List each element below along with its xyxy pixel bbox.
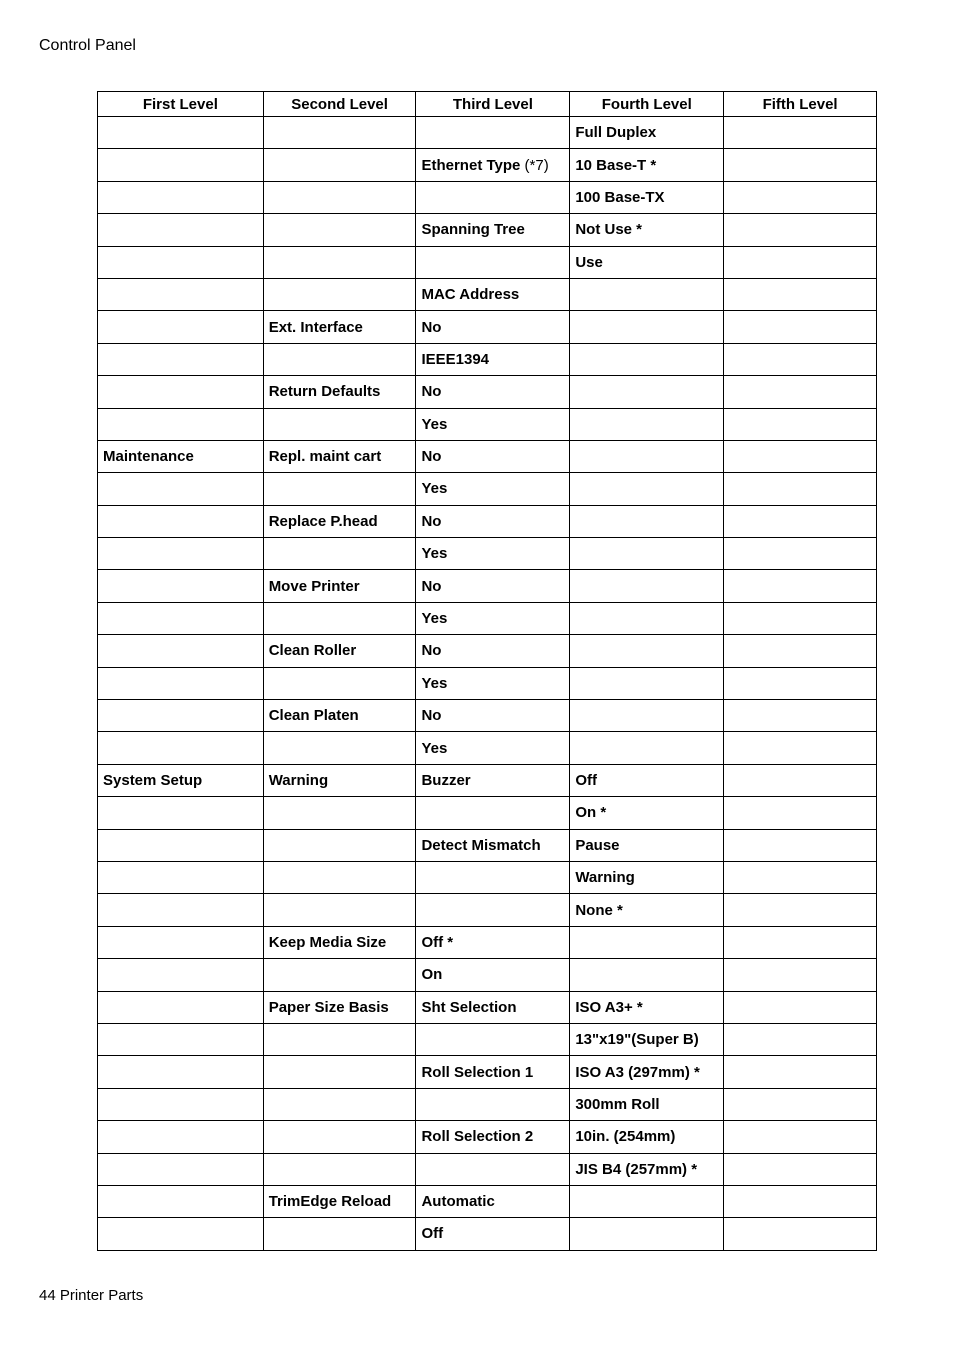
table-row bbox=[98, 570, 877, 602]
second-level-cell bbox=[263, 1056, 416, 1088]
first-level-cell bbox=[98, 797, 264, 829]
fourth-level-cell bbox=[570, 732, 724, 764]
table-row bbox=[98, 408, 877, 440]
first-level-cell bbox=[98, 732, 264, 764]
fourth-level-cell bbox=[570, 311, 724, 343]
first-level-cell: System Setup bbox=[98, 764, 264, 796]
fourth-level-cell bbox=[570, 473, 724, 505]
second-level-cell bbox=[263, 278, 416, 310]
fifth-level-cell bbox=[724, 181, 877, 213]
second-level-cell bbox=[263, 829, 416, 861]
third-level-cell: Yes bbox=[416, 408, 570, 440]
column-header: Third Level bbox=[416, 92, 570, 117]
third-level-cell: No bbox=[416, 376, 570, 408]
third-level-cell bbox=[416, 246, 570, 278]
first-level-cell bbox=[98, 602, 264, 634]
fourth-level-cell bbox=[570, 959, 724, 991]
fourth-level-cell bbox=[570, 505, 724, 537]
third-level-cell: Sht Selection bbox=[416, 991, 570, 1023]
third-level-cell: No bbox=[416, 311, 570, 343]
third-level-cell: Off * bbox=[416, 926, 570, 958]
second-level-cell: Ext. Interface bbox=[263, 311, 416, 343]
table-row bbox=[98, 797, 877, 829]
table-header-row bbox=[98, 92, 877, 117]
second-level-cell bbox=[263, 861, 416, 893]
fourth-level-cell bbox=[570, 278, 724, 310]
table-row bbox=[98, 1023, 877, 1055]
fifth-level-cell bbox=[724, 602, 877, 634]
third-level-cell: Detect Mismatch bbox=[416, 829, 570, 861]
table-row bbox=[98, 149, 877, 181]
table-row bbox=[98, 278, 877, 310]
fifth-level-cell bbox=[724, 764, 877, 796]
column-header: First Level bbox=[98, 92, 264, 117]
fourth-level-cell: 300mm Roll bbox=[570, 1088, 724, 1120]
first-level-cell bbox=[98, 505, 264, 537]
third-level-cell: Yes bbox=[416, 602, 570, 634]
fifth-level-cell bbox=[724, 797, 877, 829]
table-row bbox=[98, 505, 877, 537]
first-level-cell bbox=[98, 1056, 264, 1088]
fifth-level-cell bbox=[724, 311, 877, 343]
fifth-level-cell bbox=[724, 635, 877, 667]
third-level-cell: Yes bbox=[416, 667, 570, 699]
fifth-level-cell bbox=[724, 343, 877, 375]
fifth-level-cell bbox=[724, 376, 877, 408]
fifth-level-cell bbox=[724, 1153, 877, 1185]
second-level-cell: Warning bbox=[263, 764, 416, 796]
table-row bbox=[98, 991, 877, 1023]
fourth-level-cell: Off bbox=[570, 764, 724, 796]
table-row bbox=[98, 861, 877, 893]
first-level-cell bbox=[98, 538, 264, 570]
first-level-cell bbox=[98, 1088, 264, 1120]
first-level-cell bbox=[98, 311, 264, 343]
second-level-cell: Move Printer bbox=[263, 570, 416, 602]
fourth-level-cell bbox=[570, 602, 724, 634]
first-level-cell bbox=[98, 246, 264, 278]
third-level-cell: Spanning Tree bbox=[416, 214, 570, 246]
fifth-level-cell bbox=[724, 991, 877, 1023]
fourth-level-cell: 10in. (254mm) bbox=[570, 1121, 724, 1153]
page-footer: 44 Printer Parts bbox=[39, 1287, 144, 1304]
table-row bbox=[98, 602, 877, 634]
third-level-cell: No bbox=[416, 700, 570, 732]
third-level-cell bbox=[416, 1023, 570, 1055]
fourth-level-cell: On * bbox=[570, 797, 724, 829]
table-row bbox=[98, 538, 877, 570]
first-level-cell bbox=[98, 1121, 264, 1153]
third-level-cell: Roll Selection 1 bbox=[416, 1056, 570, 1088]
fourth-level-cell bbox=[570, 440, 724, 472]
column-header: Fifth Level bbox=[724, 92, 877, 117]
fourth-level-cell bbox=[570, 570, 724, 602]
table-row bbox=[98, 1088, 877, 1120]
fifth-level-cell bbox=[724, 1056, 877, 1088]
table-row bbox=[98, 700, 877, 732]
first-level-cell bbox=[98, 570, 264, 602]
fifth-level-cell bbox=[724, 408, 877, 440]
table-row bbox=[98, 117, 877, 149]
table-row bbox=[98, 829, 877, 861]
fifth-level-cell bbox=[724, 926, 877, 958]
fourth-level-cell: ISO A3+ * bbox=[570, 991, 724, 1023]
column-header: Second Level bbox=[263, 92, 416, 117]
first-level-cell bbox=[98, 343, 264, 375]
first-level-cell bbox=[98, 1153, 264, 1185]
first-level-cell: Maintenance bbox=[98, 440, 264, 472]
table-row bbox=[98, 343, 877, 375]
first-level-cell bbox=[98, 894, 264, 926]
third-level-cell: Yes bbox=[416, 473, 570, 505]
fifth-level-cell bbox=[724, 1218, 877, 1250]
fourth-level-cell: Not Use * bbox=[570, 214, 724, 246]
page-header: Control Panel bbox=[39, 37, 136, 54]
fifth-level-cell bbox=[724, 246, 877, 278]
second-level-cell bbox=[263, 1218, 416, 1250]
fifth-level-cell bbox=[724, 894, 877, 926]
fourth-level-cell bbox=[570, 376, 724, 408]
third-level-cell bbox=[416, 181, 570, 213]
table-row bbox=[98, 1121, 877, 1153]
second-level-cell bbox=[263, 538, 416, 570]
third-level-cell: Automatic bbox=[416, 1185, 570, 1217]
first-level-cell bbox=[98, 667, 264, 699]
fourth-level-cell bbox=[570, 667, 724, 699]
table-row bbox=[98, 473, 877, 505]
fourth-level-cell: Pause bbox=[570, 829, 724, 861]
fourth-level-cell bbox=[570, 1185, 724, 1217]
fourth-level-cell bbox=[570, 635, 724, 667]
third-level-cell: Buzzer bbox=[416, 764, 570, 796]
third-level-cell: On bbox=[416, 959, 570, 991]
second-level-cell bbox=[263, 732, 416, 764]
fourth-level-cell: ISO A3 (297mm) * bbox=[570, 1056, 724, 1088]
first-level-cell bbox=[98, 278, 264, 310]
third-level-cell: No bbox=[416, 635, 570, 667]
table-row bbox=[98, 1185, 877, 1217]
first-level-cell bbox=[98, 991, 264, 1023]
third-level-cell bbox=[416, 117, 570, 149]
first-level-cell bbox=[98, 635, 264, 667]
fifth-level-cell bbox=[724, 117, 877, 149]
table-row bbox=[98, 1153, 877, 1185]
table-row bbox=[98, 1056, 877, 1088]
menu-tree-table bbox=[97, 91, 877, 1251]
first-level-cell bbox=[98, 1185, 264, 1217]
second-level-cell bbox=[263, 181, 416, 213]
fourth-level-cell bbox=[570, 538, 724, 570]
fifth-level-cell bbox=[724, 732, 877, 764]
fifth-level-cell bbox=[724, 829, 877, 861]
second-level-cell bbox=[263, 1088, 416, 1120]
second-level-cell: TrimEdge Reload bbox=[263, 1185, 416, 1217]
second-level-cell bbox=[263, 602, 416, 634]
third-level-cell: MAC Address bbox=[416, 278, 570, 310]
third-level-cell: Yes bbox=[416, 732, 570, 764]
fifth-level-cell bbox=[724, 473, 877, 505]
fifth-level-cell bbox=[724, 278, 877, 310]
fourth-level-cell: Warning bbox=[570, 861, 724, 893]
second-level-cell: Paper Size Basis bbox=[263, 991, 416, 1023]
third-level-cell: Off bbox=[416, 1218, 570, 1250]
first-level-cell bbox=[98, 700, 264, 732]
fourth-level-cell bbox=[570, 1218, 724, 1250]
third-level-cell: No bbox=[416, 440, 570, 472]
first-level-cell bbox=[98, 214, 264, 246]
fourth-level-cell: 10 Base-T * bbox=[570, 149, 724, 181]
second-level-cell bbox=[263, 246, 416, 278]
table-row bbox=[98, 440, 877, 472]
fourth-level-cell: JIS B4 (257mm) * bbox=[570, 1153, 724, 1185]
table-row bbox=[98, 764, 877, 796]
second-level-cell: Clean Platen bbox=[263, 700, 416, 732]
fifth-level-cell bbox=[724, 667, 877, 699]
fourth-level-cell: 13"x19"(Super B) bbox=[570, 1023, 724, 1055]
fifth-level-cell bbox=[724, 570, 877, 602]
first-level-cell bbox=[98, 959, 264, 991]
table-body bbox=[98, 117, 877, 1251]
fifth-level-cell bbox=[724, 440, 877, 472]
fourth-level-cell bbox=[570, 700, 724, 732]
fifth-level-cell bbox=[724, 1185, 877, 1217]
second-level-cell: Clean Roller bbox=[263, 635, 416, 667]
third-level-cell: No bbox=[416, 570, 570, 602]
second-level-cell bbox=[263, 894, 416, 926]
fifth-level-cell bbox=[724, 861, 877, 893]
third-level-cell bbox=[416, 797, 570, 829]
fifth-level-cell bbox=[724, 959, 877, 991]
third-level-cell bbox=[416, 861, 570, 893]
first-level-cell bbox=[98, 149, 264, 181]
fourth-level-cell: None * bbox=[570, 894, 724, 926]
first-level-cell bbox=[98, 861, 264, 893]
first-level-cell bbox=[98, 1218, 264, 1250]
table-row bbox=[98, 732, 877, 764]
second-level-cell bbox=[263, 343, 416, 375]
fourth-level-cell bbox=[570, 926, 724, 958]
table-row bbox=[98, 181, 877, 213]
second-level-cell bbox=[263, 149, 416, 181]
fifth-level-cell bbox=[724, 505, 877, 537]
first-level-cell bbox=[98, 117, 264, 149]
third-level-cell: Yes bbox=[416, 538, 570, 570]
first-level-cell bbox=[98, 473, 264, 505]
fifth-level-cell bbox=[724, 700, 877, 732]
fourth-level-cell bbox=[570, 408, 724, 440]
third-level-cell: IEEE1394 bbox=[416, 343, 570, 375]
first-level-cell bbox=[98, 181, 264, 213]
second-level-cell bbox=[263, 1121, 416, 1153]
table-row bbox=[98, 926, 877, 958]
second-level-cell bbox=[263, 667, 416, 699]
first-level-cell bbox=[98, 829, 264, 861]
fifth-level-cell bbox=[724, 1088, 877, 1120]
third-level-cell bbox=[416, 1153, 570, 1185]
fourth-level-cell: Use bbox=[570, 246, 724, 278]
fifth-level-cell bbox=[724, 149, 877, 181]
table-row bbox=[98, 1218, 877, 1250]
table-row bbox=[98, 894, 877, 926]
fourth-level-cell: Full Duplex bbox=[570, 117, 724, 149]
table-row bbox=[98, 959, 877, 991]
second-level-cell: Keep Media Size bbox=[263, 926, 416, 958]
table-row bbox=[98, 214, 877, 246]
second-level-cell bbox=[263, 959, 416, 991]
second-level-cell: Repl. maint cart bbox=[263, 440, 416, 472]
first-level-cell bbox=[98, 926, 264, 958]
table-row bbox=[98, 376, 877, 408]
table-row bbox=[98, 311, 877, 343]
second-level-cell bbox=[263, 214, 416, 246]
second-level-cell bbox=[263, 117, 416, 149]
first-level-cell bbox=[98, 376, 264, 408]
fifth-level-cell bbox=[724, 214, 877, 246]
third-level-cell bbox=[416, 894, 570, 926]
column-header: Fourth Level bbox=[570, 92, 724, 117]
third-level-cell: Ethernet Type (*7) bbox=[416, 149, 570, 181]
fifth-level-cell bbox=[724, 1023, 877, 1055]
third-level-cell: Roll Selection 2 bbox=[416, 1121, 570, 1153]
third-level-cell: No bbox=[416, 505, 570, 537]
fourth-level-cell bbox=[570, 343, 724, 375]
fifth-level-cell bbox=[724, 538, 877, 570]
second-level-cell bbox=[263, 408, 416, 440]
first-level-cell bbox=[98, 408, 264, 440]
third-level-cell bbox=[416, 1088, 570, 1120]
table-row bbox=[98, 667, 877, 699]
second-level-cell bbox=[263, 1153, 416, 1185]
table-row bbox=[98, 246, 877, 278]
footnote-marker: (*7) bbox=[520, 156, 549, 174]
fourth-level-cell: 100 Base-TX bbox=[570, 181, 724, 213]
table-row bbox=[98, 635, 877, 667]
second-level-cell bbox=[263, 797, 416, 829]
fifth-level-cell bbox=[724, 1121, 877, 1153]
second-level-cell bbox=[263, 473, 416, 505]
second-level-cell: Return Defaults bbox=[263, 376, 416, 408]
second-level-cell: Replace P.head bbox=[263, 505, 416, 537]
first-level-cell bbox=[98, 1023, 264, 1055]
second-level-cell bbox=[263, 1023, 416, 1055]
